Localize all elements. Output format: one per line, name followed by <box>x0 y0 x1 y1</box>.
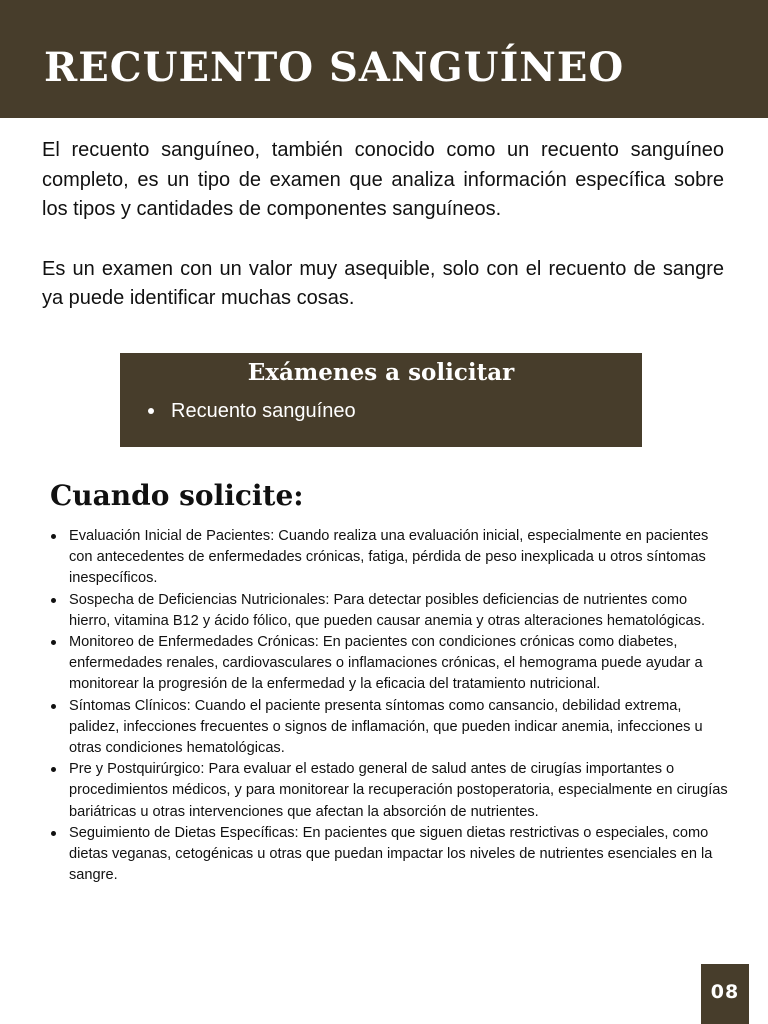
exams-list <box>148 396 356 426</box>
list-item <box>69 823 729 887</box>
list-item <box>69 632 729 696</box>
list-item <box>69 526 729 590</box>
bullet-icon <box>148 408 154 414</box>
intro-paragraph: El recuento sanguíneo, también conocido como un recuento sanguíneo completo, es un tipo de examen que analiza información específica sobre los tipos y cantidades de componentes sanguíneos. <box>42 139 724 220</box>
bullet-icon <box>51 640 56 645</box>
exams-box-title: Exámenes a solicitar <box>247 359 515 386</box>
intro-section <box>42 136 724 314</box>
criteria-item-text: Evaluación Inicial de Pacientes: Cuando realiza una evaluación inicial, especialmente en pacientes con antecedentes de enfermedades crónicas, fatiga, pérdida de peso inexplicada u otros síntomas inespecíficos. <box>69 528 709 587</box>
bullet-icon <box>51 598 56 603</box>
criteria-item-text: Pre y Postquirúrgico: Para evaluar el estado general de salud antes de cirugías importantes o procedimientos médicos, y para monitorear la recuperación postoperatoria, especialmente en cirugías bariátricas u otras intervenciones que afectan la absorción de nutrientes. <box>69 761 728 820</box>
criteria-item-text: Sospecha de Deficiencias Nutricionales: Para detectar posibles deficiencias de nutrientes como hierro, vitamina B12 y ácido fólico, que pueden causar anemia y otras alteraciones hematológicas. <box>69 591 705 629</box>
list-item <box>69 696 729 760</box>
header-bar <box>0 0 768 118</box>
list-item <box>148 396 356 426</box>
criteria-list <box>69 526 729 886</box>
page-number: 08 <box>710 980 740 1003</box>
exam-item-label: Recuento sanguíneo <box>171 400 356 422</box>
page-number-badge <box>701 964 749 1024</box>
intro-paragraph: Es un examen con un valor muy asequible, solo con el recuento de sangre ya puede identificar muchas cosas. <box>42 257 724 309</box>
criteria-item-text: Seguimiento de Dietas Específicas: En pacientes que siguen dietas restrictivas o especiales, como dietas veganas, cetogénicas u otras que puedan impactar los niveles de nutrientes esenciales en la sangre. <box>69 824 713 884</box>
bullet-icon <box>51 534 56 539</box>
bullet-icon <box>51 704 56 709</box>
exams-box <box>120 353 642 447</box>
list-item <box>69 759 729 823</box>
criteria-item-text: Monitoreo de Enfermedades Crónicas: En pacientes con condiciones crónicas como diabetes, enfermedades renales, cardiovasculares o inflamaciones crónicas, el hemograma puede ayudar a monitorear la progresión de la enfermedad y la eficacia del tratamiento nutricional. <box>69 634 703 693</box>
bullet-icon <box>51 831 56 836</box>
page-title: RECUENTO SANGUÍNEO <box>44 44 625 91</box>
list-item <box>69 590 729 632</box>
criteria-item-text: Síntomas Clínicos: Cuando el paciente presenta síntomas como cansancio, debilidad extrema, palidez, infecciones frecuentes o signos de inflamación, que pueden indicar anemia, infecciones u otras condiciones hematológicas. <box>69 697 703 757</box>
bullet-icon <box>51 767 56 772</box>
section-title: Cuando solicite: <box>50 479 304 512</box>
